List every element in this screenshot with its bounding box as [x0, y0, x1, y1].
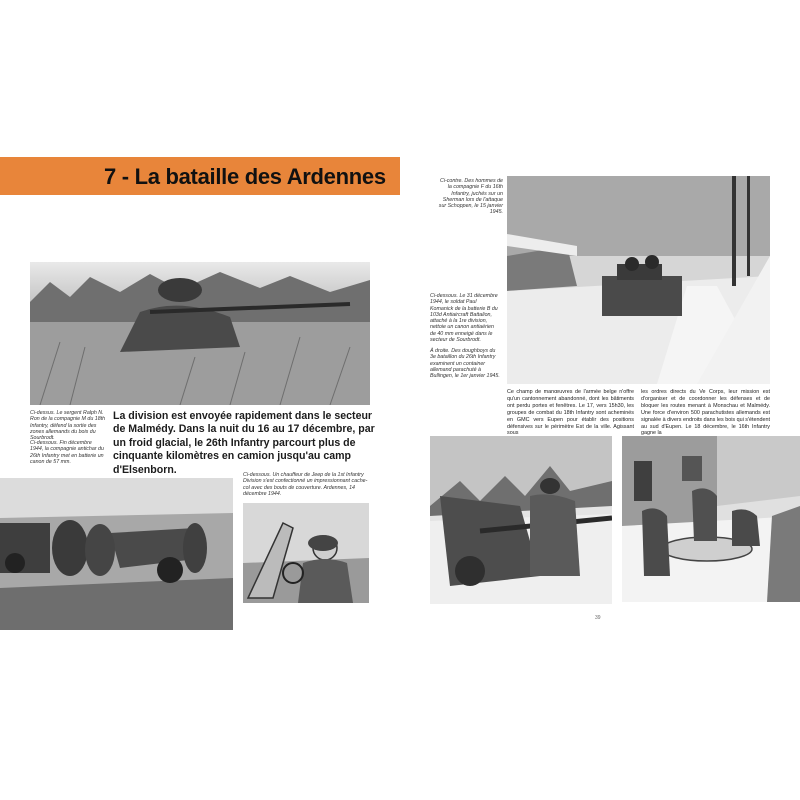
chapter-lead: La division est envoyée rapidement dans le secteur de Malmédy. Dans la nuit du 16 au 17 décembre, par un froid glacial, le 26th Infantry parcourt plus de cinquante kilomètres en camion jusqu'au camp d'Elsenborn. [113, 410, 375, 476]
body-column-1: Ce champ de manœuvres de l'armée belge n'offre qu'un cantonnement abandonné, dont les bâtiments ont perdu portes et fenêtres. Le 17, vers 15h30, les groupes de combat du 18th Infantry sont acheminés en GMC vers Eupen pour établir des positions défensives sur le périmètre Est de la ville. Agissant sous [507, 389, 634, 437]
body-column-2: les ordres directs du Ve Corps, leur mission est d'organiser et de coordonner les défenses et de bloquer les routes menant à Monschau et Malmédy. Une force d'environ 500 parachutistes allemands est signalée à divers endroits dans les bois qui s'étendent au sud d'Eupen. Le 18 décembre, le 16th Infantry gagne la [641, 389, 770, 437]
chapter-title: 7 - La bataille des Ardennes [104, 164, 386, 189]
photo-antitank-gun [0, 478, 233, 630]
caption-jeep-driver: Ci-dessous. Un chauffeur de Jeep de la 1st Infantry Division s'est confectionné un impressionnant cache-col avec des bouts de couverture. Ardennes, 14 décembre 1944. [243, 472, 368, 497]
photo-soldier-rifle [30, 262, 370, 405]
caption-right-middle: Ci-dessous. Le 31 décembre 1944, le soldat Paul Komanick de la batterie B du 103d Antiaircraft Battalion, attaché à la 1re division, nettoie un canon antiaérien de 40 mm enneigé dans le secteur de Sourbrodt. [430, 293, 498, 344]
caption-antitank-gun: Ci-dessous. Fin décembre 1944, la compagnie antichar du 26th Infantry met en batterie un canon de 57 mm. [30, 440, 104, 465]
page-number: 39 [595, 615, 601, 621]
photo-antiaircraft-gun [430, 436, 612, 604]
caption-right-lower: À droite. Des doughboys du 3e bataillon du 26th Infantry examinent un container allemand parachuté à Bullingen, le 1er janvier 1945. [430, 348, 500, 380]
photo-jeep-driver [243, 503, 369, 603]
caption-soldier-rifle: Ci-dessus. Le sergent Ralph N. Ron de la compagnie M du 18th Infantry, défend la sortie des zones allemands du bois du Sourbrodt. [30, 410, 106, 442]
photo-sherman-tank [507, 176, 770, 384]
caption-sherman-tank: Ci-contre. Des hommes de la compagnie F du 16th Infantry, juchés sur un Sherman lors de l'attaque sur Schoppen, le 15 janvier 1945. [438, 178, 503, 216]
photo-german-container [622, 436, 800, 602]
